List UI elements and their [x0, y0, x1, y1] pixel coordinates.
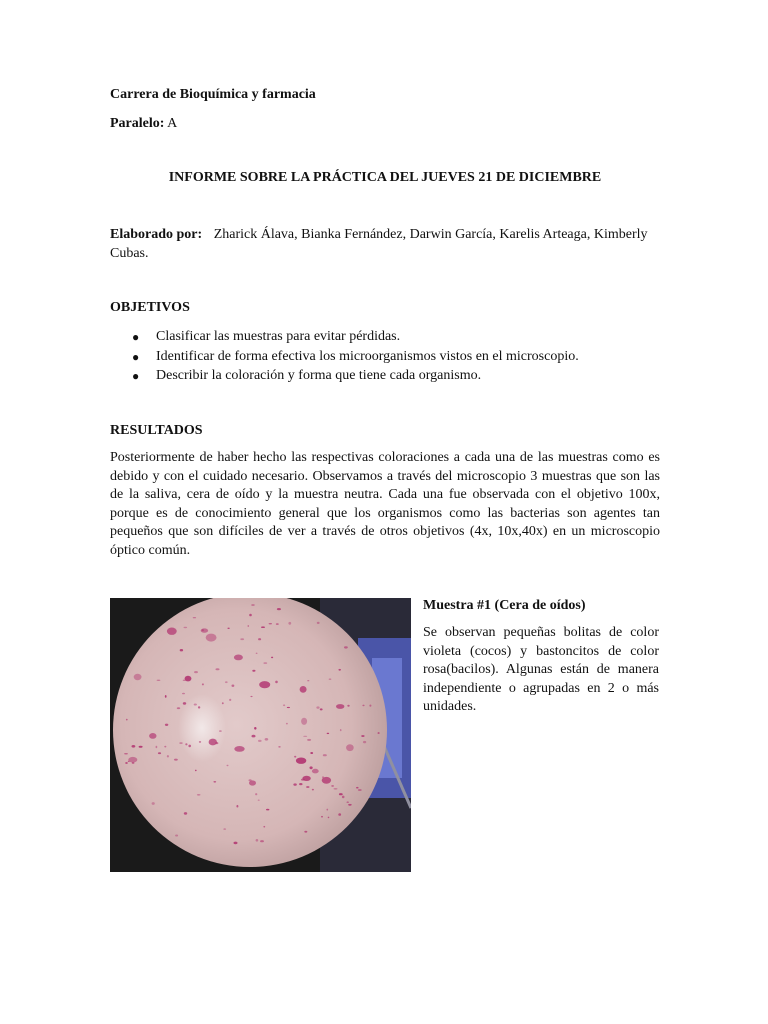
stain-particle	[125, 762, 128, 764]
stain-particle	[185, 743, 187, 745]
stain-particle	[266, 809, 269, 811]
stain-particle	[299, 783, 302, 785]
stain-particle	[265, 738, 269, 741]
stain-particle	[134, 674, 142, 680]
stain-particle	[347, 801, 349, 803]
paralelo-line	[110, 115, 177, 134]
stain-particle	[236, 805, 238, 808]
stain-particle	[277, 608, 281, 610]
stain-particle	[328, 817, 330, 819]
stain-particle	[348, 804, 352, 806]
stain-particle	[132, 745, 136, 748]
stain-particle	[124, 753, 128, 754]
microscope-image	[110, 598, 411, 872]
stain-particle	[175, 835, 178, 837]
stain-particle	[152, 802, 155, 805]
stain-particle	[183, 702, 186, 705]
stain-particle	[312, 769, 319, 774]
stain-particle	[216, 668, 220, 670]
stain-particle	[276, 623, 279, 624]
stain-particle	[327, 733, 330, 734]
stain-particle	[356, 787, 359, 789]
paralelo-label: Paralelo:	[110, 116, 165, 131]
stain-particle	[260, 840, 264, 842]
stain-particle	[188, 745, 191, 748]
stain-particle	[240, 638, 244, 640]
stain-particle	[132, 762, 135, 763]
stain-particle	[261, 626, 265, 628]
stain-particle	[197, 794, 201, 796]
stain-particle	[334, 788, 338, 790]
stain-particle	[271, 657, 273, 659]
stain-particle	[182, 693, 185, 695]
bullet-icon: ●	[132, 330, 140, 344]
stain-particle	[331, 785, 334, 786]
stain-particle	[249, 614, 252, 617]
stain-particle	[312, 789, 314, 791]
stain-particle	[202, 683, 204, 685]
list-item	[110, 367, 662, 387]
stain-particle	[249, 779, 252, 781]
stain-particle	[157, 680, 161, 681]
stain-particle	[342, 796, 345, 799]
objetivos-heading: OBJETIVOS	[110, 300, 190, 315]
stain-particle	[338, 669, 341, 671]
stain-particle	[174, 759, 178, 761]
stain-particle	[347, 705, 349, 707]
resultados-heading: RESULTADOS	[110, 423, 203, 438]
stain-particle	[251, 604, 255, 606]
list-item	[110, 348, 662, 368]
stain-particle	[363, 741, 366, 743]
stain-particle	[199, 741, 201, 743]
stain-particle	[304, 831, 307, 833]
stain-particle	[198, 706, 200, 708]
resultados-paragraph: Posteriormente de haber hecho las respectivas coloraciones a cada una de las muestras como es debido y con el cuidado necesario. Observamos a través del microscopio 3 muestras que son las de la saliva, cera de oído y la muestra neutra. Cada una fue observada con el objetivo 100x, porque es de conocimiento general que los organismos como las bacterias son agentes tan pequeños que son difíciles de ver a través de otros objetivos (4x, 10x,40x) en un microscopio óptico común.	[110, 450, 660, 558]
stain-particle	[193, 617, 196, 618]
stain-particle	[310, 766, 313, 769]
muestra1-heading: Muestra #1 (Cera de oídos)	[423, 598, 586, 613]
stain-particle	[300, 686, 307, 693]
stain-particle	[128, 757, 137, 763]
stain-particle	[156, 746, 158, 748]
stain-particle	[259, 681, 270, 688]
stain-particle	[321, 816, 323, 818]
stain-particle	[269, 623, 272, 624]
stain-particle	[361, 735, 364, 737]
stain-particle	[185, 676, 192, 682]
stain-particle	[252, 670, 255, 672]
stain-particle	[128, 761, 130, 762]
stain-particle	[336, 704, 344, 709]
stain-particle	[219, 730, 222, 731]
stain-particle	[329, 679, 332, 680]
stain-particle	[369, 705, 371, 707]
stain-particle	[195, 770, 197, 772]
stain-particle	[234, 746, 244, 752]
paralelo-value: A	[167, 116, 178, 131]
stain-particle	[258, 800, 260, 801]
stain-particle	[177, 707, 180, 709]
stain-particle	[229, 699, 231, 701]
stain-particle	[286, 723, 288, 725]
objetivo-text: Clasificar las muestras para evitar pérdidas.	[156, 329, 401, 344]
stain-particle	[293, 783, 296, 785]
stain-particle	[252, 735, 256, 738]
stain-particle	[232, 685, 235, 687]
stain-particle	[158, 752, 161, 754]
stain-particle	[227, 628, 229, 629]
stain-particle	[258, 638, 261, 640]
authors-line	[110, 226, 662, 263]
muestra1-description: Se observan pequeñas bolitas de color violeta (cocos) y bastoncitos de color rosa(bacilos). Algunas están de manera independiente o agrupadas en 2 o más unidades.	[423, 625, 659, 714]
stain-particle	[339, 793, 343, 795]
stain-particle	[255, 793, 257, 795]
stain-particle	[275, 681, 278, 684]
bullet-icon: ●	[132, 369, 140, 383]
stain-particle	[209, 739, 217, 746]
stain-particle	[278, 746, 280, 747]
stain-particle	[303, 736, 307, 737]
stain-particle	[165, 724, 168, 726]
stain-particle	[307, 680, 309, 681]
stain-particle	[301, 718, 307, 725]
stain-particle	[338, 813, 341, 816]
bullet-icon: ●	[132, 349, 140, 364]
stain-particle	[202, 629, 204, 631]
stain-particle	[296, 758, 306, 764]
stain-particle	[256, 839, 259, 842]
stain-particle	[165, 695, 167, 698]
stain-particle	[317, 622, 320, 624]
authors-names: Zharick Álava, Bianka Fernández, Darwin García, Karelis Arteaga, Kimberly Cubas.	[110, 227, 648, 261]
stain-particle	[344, 646, 348, 648]
stain-particle	[258, 740, 262, 742]
stain-particle	[307, 739, 311, 741]
stain-particle	[184, 627, 188, 628]
stain-particle	[254, 727, 256, 730]
stain-particle	[323, 754, 327, 756]
stain-particle	[139, 746, 143, 748]
authors-label: Elaborado por:	[110, 227, 203, 242]
objetivos-list	[110, 328, 662, 387]
stain-particle	[194, 671, 198, 673]
stain-particle	[294, 756, 296, 758]
stain-particle	[206, 634, 217, 642]
stain-particle	[288, 622, 291, 625]
stain-particle	[340, 729, 342, 731]
stain-particle	[310, 752, 313, 754]
stain-particle	[149, 733, 156, 739]
stain-particle	[250, 696, 252, 697]
stain-particle	[167, 628, 177, 635]
stain-particle	[222, 702, 224, 704]
stain-particle	[301, 779, 305, 781]
stain-particle	[164, 746, 166, 748]
objetivo-text: Identificar de forma efectiva los microorganismos vistos en el microscopio.	[156, 348, 579, 364]
stain-particle	[378, 732, 380, 734]
stain-particle	[180, 649, 183, 651]
stain-particle	[184, 812, 187, 815]
stain-particle	[263, 826, 265, 828]
stain-particle	[358, 789, 362, 791]
objetivo-text: Describir la coloración y forma que tiene cada organismo.	[156, 368, 482, 383]
stain-particle	[234, 655, 243, 661]
stain-particle	[225, 681, 228, 683]
stain-particle	[179, 742, 182, 743]
stain-particle	[316, 706, 319, 708]
stain-particle	[215, 742, 218, 744]
list-item	[110, 328, 662, 348]
stain-particle	[263, 662, 267, 663]
stain-particle	[283, 704, 285, 706]
stain-particle	[320, 708, 323, 710]
stain-particle	[346, 744, 354, 751]
stain-particle	[256, 653, 258, 654]
stain-particle	[223, 828, 226, 830]
report-title: INFORME SOBRE LA PRÁCTICA DEL JUEVES 21 DE DICIEMBRE	[168, 170, 602, 185]
stain-particle	[248, 625, 250, 627]
stain-particle	[227, 765, 229, 766]
stain-particle	[126, 719, 128, 721]
stain-particle	[322, 777, 331, 784]
stain-particle	[194, 704, 197, 706]
stain-particle	[287, 707, 290, 708]
stain-particle	[167, 755, 169, 757]
career-name: Carrera de Bioquímica y farmacia	[110, 87, 316, 102]
stain-particle	[213, 781, 216, 783]
stain-particle	[327, 809, 329, 811]
stain-particle	[362, 705, 364, 707]
stain-particle	[306, 786, 309, 788]
stain-particle	[234, 842, 238, 845]
